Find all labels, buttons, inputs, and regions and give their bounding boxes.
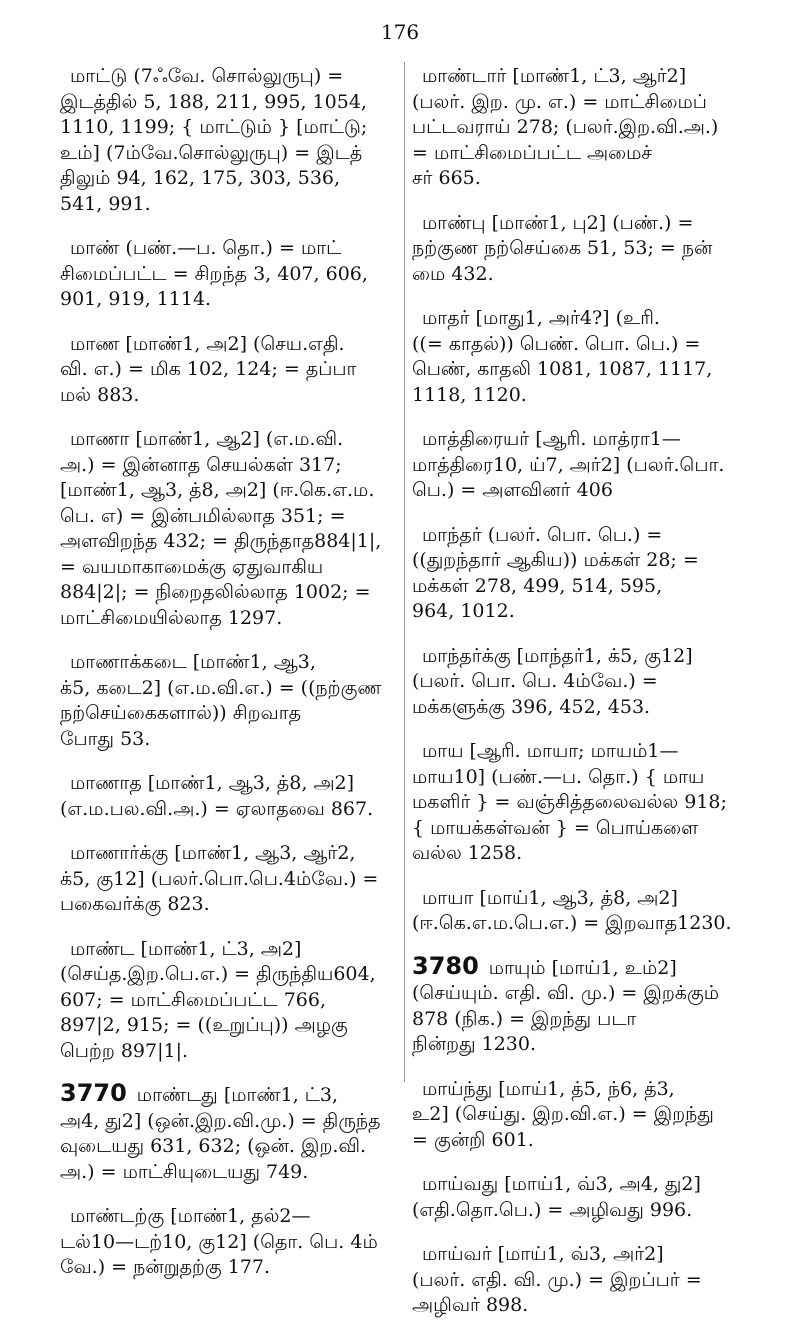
entry-number: 3770 <box>60 1079 127 1107</box>
dictionary-entry <box>412 1170 758 1223</box>
entry-text: மாயும் [மாய்1, உம்2] (செய்யும். எதி. வி. மு.) = இறக்கும் 878 (நிக.) = இறந்து படா நின்றது 1230. <box>412 956 720 1055</box>
dictionary-entry <box>412 62 758 192</box>
entry-text: மாண்ட [மாண்1, ட்3, அ2] (செய்த.இற.பெ.எ.) = திருந்திய604, 607; = மாட்சிமைப்பட்ட 766, 897|2, 915; = ((உறுப்பு)) அழகு பெற்ற 897|1|. <box>60 937 376 1062</box>
dictionary-entry <box>60 1081 396 1185</box>
dictionary-entry <box>412 209 758 288</box>
entry-text: மாண [மாண்1, அ2] (செய.எதி. வி. எ.) = மிக 102, 124; = தப்பா மல் 883. <box>60 332 357 406</box>
dictionary-entry <box>412 737 758 867</box>
entry-text: மாட்டு (7ஃவே. சொல்லுருபு) = இடத்தில் 5, 188, 211, 995, 1054, 1110, 1199; { மாட்டும் } [மாட்டு; உம்] (7ம்வே.சொல்லுருபு) = இடத் திலும் 94, 162, 175, 303, 536, 541, 991. <box>60 65 368 215</box>
entry-text: மாத்திரையர் [ஆரி. மாத்ரா1— மாத்திரை10, ய்7, அர்2] (பலர்.பொ. பெ.) = அளவினர் 406 <box>412 428 725 501</box>
column-divider <box>404 62 405 1082</box>
entry-text: மாயா [மாய்1, ஆ3, த்8, அ2] (ஈ.கெ.எ.ம.பெ.எ.) = இறவாத1230. <box>412 886 732 934</box>
dictionary-entry <box>412 951 758 1058</box>
entry-text: மாண்டார் [மாண்1, ட்3, ஆர்2] (பலர். இற. மு. எ.) = மாட்சிமைப் பட்டவராய் 278; (பலர்.இற.வி.அ.) = மாட்சிமைப்பட்ட அமைச் சர் 665. <box>412 65 719 189</box>
dictionary-entry <box>412 1075 758 1154</box>
entry-number: 3780 <box>412 951 479 980</box>
dictionary-entry <box>412 304 758 408</box>
dictionary-entry <box>412 642 758 721</box>
entry-text: மாண்டற்கு [மாண்1, தல்2— டல்10—டற்10, கு12] (தொ. பெ. 4ம் வே.) = நன்றுதற்கு 177. <box>60 1205 378 1278</box>
entry-text: மாய [ஆரி. மாயா; மாயம்1— மாய10] (பண்.—ப. தொ.) { மாய மகளிர் } = வஞ்சித்தலைவல்ல 918; { மாயக்கள்வன் } = பொய்களை வல்ல 1258. <box>412 740 727 864</box>
entry-text: மாந்தர்க்கு [மாந்தர்1, க்5, கு12] (பலர். பொ. பெ. 4ம்வே.) = மக்களுக்கு 396, 452, 453. <box>412 644 693 718</box>
dictionary-entry <box>412 1240 758 1319</box>
dictionary-entry <box>60 234 396 313</box>
page-number: 176 <box>380 20 420 44</box>
dictionary-entry <box>60 1202 396 1281</box>
dictionary-entry <box>60 648 396 752</box>
dictionary-entry <box>60 330 396 409</box>
dictionary-entry <box>60 425 396 631</box>
entry-text: மாய்வது [மாய்1, வ்3, அ4, து2] (எதி.தொ.பெ.) = அழிவது 996. <box>412 1173 701 1221</box>
entry-text: மாய்ந்து [மாய்1, த்5, ந்6, த்3, உ2] (செய்து. இற.வி.எ.) = இறந்து = குன்றி 601. <box>412 1077 714 1151</box>
entry-text: மாணாக்கடை [மாண்1, ஆ3, க்5, கடை2] (எ.ம.வி.எ.) = ((நற்குண நற்செய்கைகளால்)) சிறவாத போது 53. <box>60 651 382 750</box>
dictionary-entry <box>412 884 758 937</box>
left-column <box>60 62 396 1298</box>
entry-text: மாதர் [மாது1, அர்4?] (உரி. ((= காதல்)) பெண். பொ. பெ.) = பெண், காதலி 1081, 1087, 1117, 1118, 1120. <box>412 307 713 406</box>
dictionary-entry <box>60 935 396 1065</box>
entry-text: மாய்வர் [மாய்1, வ்3, அர்2] (பலர். எதி. வி. மு.) = இறப்பர் = அழிவர் 898. <box>412 1243 702 1316</box>
entry-text: மாந்தர் (பலர். பொ. பெ.) = ((துறந்தார் ஆகிய)) மக்கள் 28; = மக்கள் 278, 499, 514, 595, 964, 1012. <box>412 523 699 622</box>
entry-text: மாணார்க்கு [மாண்1, ஆ3, ஆர்2, க்5, கு12] (பலர்.பொ.பெ.4ம்வே.) = பகைவர்க்கு 823. <box>60 842 379 915</box>
dictionary-entry <box>412 521 758 625</box>
entry-text: மாண் (பண்.—ப. தொ.) = மாட் சிமைப்பட்ட = சிறந்த 3, 407, 606, 901, 919, 1114. <box>60 237 368 310</box>
entry-text: மாண்டது [மாண்1, ட்3, அ4, து2] (ஒன்.இற.வி.மு.) = திருந்த வுடையது 631, 632; (ஒன். இற.வி. அ.) = மாட்சியுடையது 749. <box>60 1084 381 1183</box>
entry-text: மாணா [மாண்1, ஆ2] (எ.ம.வி. அ.) = இன்னாத செயல்கள் 317; [மாண்1, ஆ3, த்8, அ2] (ஈ.கெ.எ.ம. பெ. எ) = இன்பமில்லாத 351; = அளவிறந்த 432; = திருந்தாத884|1|, = வயமாகாமைக்கு ஏதுவாகிய 884|2|; = நிறைதலில்லாத 1002; = மாட்சிமையில்லாத 1297. <box>60 428 382 629</box>
dictionary-entry <box>60 839 396 918</box>
dictionary-entry <box>60 62 396 217</box>
entry-text: மாணாத [மாண்1, ஆ3, த்8, அ2] (எ.ம.பல.வி.அ.) = ஏலாதவை 867. <box>60 772 374 820</box>
dictionary-entry <box>60 769 396 822</box>
right-column <box>412 62 758 1336</box>
dictionary-entry <box>412 425 758 504</box>
entry-text: மாண்பு [மாண்1, பு2] (பண்.) = நற்குண நற்செய்கை 51, 53; = நன் மை 432. <box>412 211 713 285</box>
